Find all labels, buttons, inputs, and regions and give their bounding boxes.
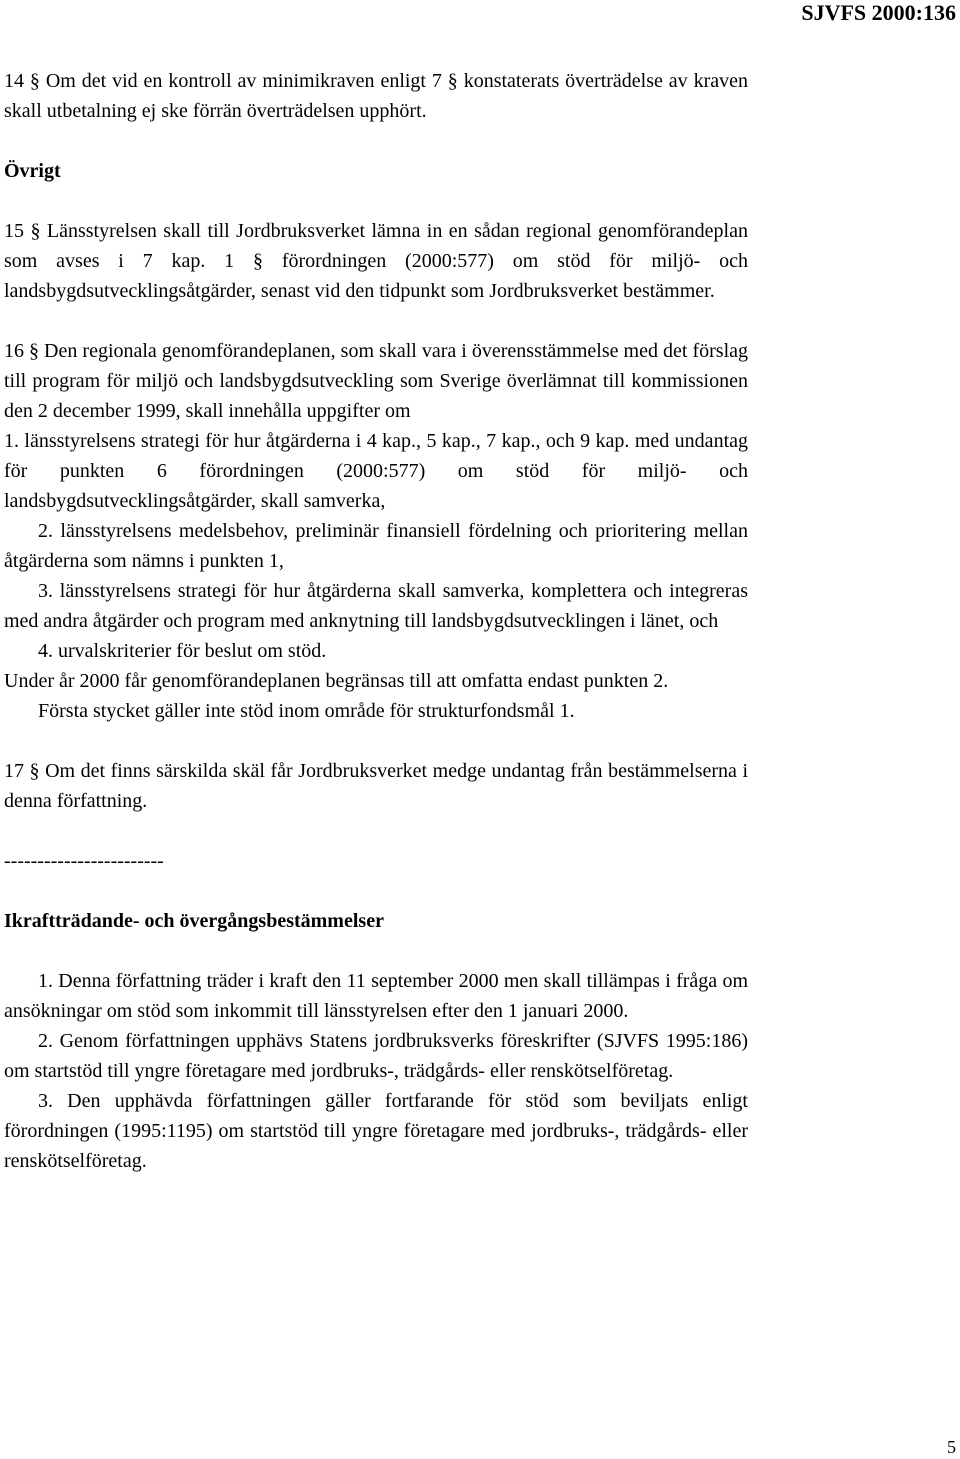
- section-16-item-2: 2. länsstyrelsens medelsbehov, preliminär finansiell fördelning och prioritering mellan åtgärderna som nämns i punkten 1,: [4, 520, 748, 572]
- section-16-item-1: 1. länsstyrelsens strategi för hur åtgärderna i 4 kap., 5 kap., 7 kap., och 9 kap. med undantag för punkten 6 förordningen (2000:577) om stöd för miljö- och landsbygdsutvecklingsåtgärder, skall samverka,: [4, 430, 748, 512]
- section-16-item-3: 3. länsstyrelsens strategi för hur åtgärderna skall samverka, komplettera och integreras med andra åtgärder och program med anknytning till landsbygdsutvecklingen i länet, och: [4, 580, 748, 632]
- document-id-header: SJVFS 2000:136: [801, 0, 956, 25]
- section-16-intro: 16 § Den regionala genomförandeplanen, som skall vara i överensstämmelse med det förslag till program för miljö och landsbygdsutveckling som Sverige överlämnat till kommissionen den 2 december 1999, skall innehålla uppgifter om: [4, 340, 748, 422]
- section-15: 15 § Länsstyrelsen skall till Jordbruksverket lämna in en sådan regional genomförandeplan som avses i 7 kap. 1 § förordningen (2000:577) om stöd för miljö- och landsbygdsutvecklingsåtgärder, senast vid den tidpunkt som Jordbruksverket bestämmer.: [4, 220, 748, 302]
- transitional-provisions: [4, 966, 748, 1176]
- separator-line: ------------------------: [4, 850, 164, 872]
- heading-ovrigt: Övrigt: [4, 160, 61, 182]
- section-16-exception: Första stycket gäller inte stöd inom område för strukturfondsmål 1.: [38, 700, 575, 722]
- section-16: [4, 336, 748, 726]
- section-17: 17 § Om det finns särskilda skäl får Jordbruksverket medge undantag från bestämmelserna i denna författning.: [4, 760, 748, 812]
- section-16-limit: Under år 2000 får genomförandeplanen begränsas till att omfatta endast punkten 2.: [4, 670, 669, 692]
- transitional-item-3: 3. Den upphävda författningen gäller fortfarande för stöd som beviljats enligt förordningen (1995:1195) om startstöd till yngre företagare med jordbruks-, trädgårds- eller renskötselföretag.: [4, 1090, 748, 1172]
- page-number: 5: [947, 1437, 956, 1457]
- document-body: [4, 66, 748, 1176]
- transitional-item-2: 2. Genom författningen upphävs Statens jordbruksverks föreskrifter (SJVFS 1995:186) om startstöd till yngre företagare med jordbruks-, trädgårds- eller renskötselföretag.: [4, 1030, 748, 1082]
- transitional-heading: Ikraftträdande- och övergångsbestämmelser: [4, 910, 384, 932]
- transitional-item-1: 1. Denna författning träder i kraft den 11 september 2000 men skall tillämpas i fråga om ansökningar om stöd som inkommit till länsstyrelsen efter den 1 januari 2000.: [4, 970, 748, 1022]
- section-16-item-4: 4. urvalskriterier för beslut om stöd.: [38, 640, 327, 662]
- section-14: 14 § Om det vid en kontroll av minimikraven enligt 7 § konstaterats överträdelse av kraven skall utbetalning ej ske förrän överträdelsen upphört.: [4, 70, 748, 122]
